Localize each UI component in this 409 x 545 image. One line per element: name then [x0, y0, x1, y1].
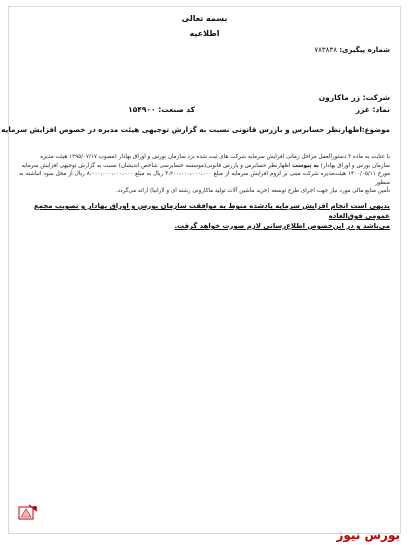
highlight-note — [19, 201, 390, 231]
codal-stamp-icon — [17, 501, 39, 523]
subject-line: موضوع:اظهارنظر حسابرس و بازرس قانونی نسبت به گزارش توجیهی هیئت مدیره در خصوص افزایش سرمایه — [1, 125, 390, 134]
body-line: مورخ ۱۴۰۰/۰۵/۱۱ هیئت‌مدیره شرکت مبنی بر لزوم افزایش سرمایه از مبلغ ۳،۲۰۰،۰۰۰،۰۰۰،۰۰۰ ریال به مبلغ ۸،۰۰۰،۰۰۰،۰۰۰،۰۰۰ ریال از محل سود انباشته به منظور — [19, 171, 390, 186]
body-line: تأمین منابع مالی مورد نیاز جهت اجرای طرح توسعه (خرید ماشین آلات تولید ماکارونی رشته ای و لازانیا) ارائه می‌گردد. — [115, 188, 390, 195]
tracking-number — [314, 46, 390, 54]
company-name: شرکت: زر ماکارون — [318, 93, 390, 102]
highlight-line: می‌باشد و در این‌خصوص اطلاع‌رسانی لازم صورت خواهد گرفت. — [174, 222, 390, 230]
tracking-value: ۷۸۳۸۳۸ — [314, 46, 337, 54]
announcement-body — [19, 153, 390, 196]
industry-code: کد صنعت: ۱۵۴۹۰۰ — [128, 105, 195, 114]
brand-watermark: بورس نیوز — [336, 528, 400, 542]
body-line: با عنایت به ماده ۳ دستورالعمل مراحل زمانی افزایش سرمایه شرکت های ثبت شده نزد سازمان بورس و اوراق بهادار (مصوب ۱۳۹۵/۰۷/۱۷ هیئت مدیره — [40, 154, 390, 160]
company-symbol: نماد: غزر — [355, 105, 390, 114]
highlight-line: بدیهی است انجام افزایش سرمایه یادشده منوط به موافقت سازمان بورس و اوراق بهادار و تصویب مجمع عمومی فوق‌العاده — [33, 202, 390, 220]
bismillah-heading: بسمه تعالی — [181, 14, 228, 23]
body-text: اظهارنظر حسابرس و بازرس قانونی(موسسه حسابرسی شاخص اندیشان) نسبت به گزارش توجیهی افزایش سرمایه — [21, 162, 293, 169]
notice-heading: اطلاعیه — [189, 29, 220, 38]
body-text: سازمان بورس و اوراق بهادار) — [318, 162, 390, 169]
body-line — [19, 162, 390, 171]
announcement-sheet — [1, 6, 401, 534]
tracking-label: شماره پیگیری: — [339, 46, 390, 54]
attachment-link-text: به پیوست — [292, 162, 319, 169]
